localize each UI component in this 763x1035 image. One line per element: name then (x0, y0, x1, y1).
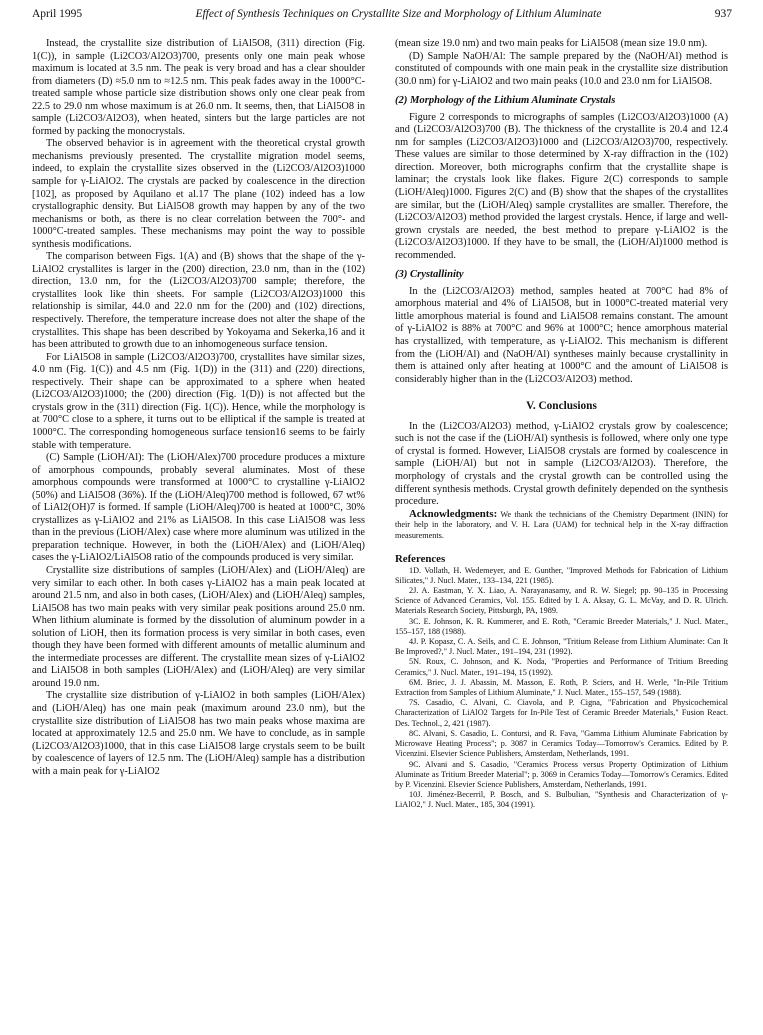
header-title: Effect of Synthesis Techniques on Crystallite Size and Morphology of Lithium Aluminate (195, 8, 602, 20)
paragraph: The observed behavior is in agreement with the theoretical crystal growth mechanisms previously presented. The crystallite migration model seems, indeed, to explain the crystallite sizes observed in the (Li2CO3/Al2O3)1000 sample for γ-LiAlO2. The crystals are packed by coalescence in the direction [102], as proposed by Aquilano et al.17 The plane (102) indeed has a low crystallographic density. But LiAl5O8 growth may happen by any of the two mechanisms or both, as there is no clear correlation between the 700°- and 1000°C-treated samples. These mechanisms may point the way to possible synthesis modifications. (32, 138, 365, 250)
right-column (395, 38, 728, 811)
reference-item: 6M. Briec, J. J. Abassin, M. Masson, E. Roth, P. Sciers, and H. Werle, "In-Pile Tritium Extraction from Samples of Lithium Aluminate," J. Nucl. Mater., 155–157, 549 (1988). (395, 677, 728, 698)
reference-list (395, 566, 728, 811)
references-heading: References (395, 553, 446, 566)
reference-item: 3C. E. Johnson, K. R. Kummerer, and E. Roth, "Ceramic Breeder Materials," J. Nucl. Mater., 155–157, 188 (1988). (395, 616, 728, 636)
conclusions-heading: V. Conclusions (526, 400, 597, 413)
paragraph: (C) Sample (LiOH/Al): The (LiOH/Alex)700 procedure produces a mixture of amorphous compounds, probably several aluminates. Most of these amorphous compounds were transformed at 1000°C to crystalline γ-LiAlO2 (50%) and LiAl5O8 (36%). If the (LiOH/Aleq)700 method is followed, 67 wt% of LiAl2(OH)7 is formed. If sample (LiOH/Aleq)700 is heated at 1000°C, 30% crystallizes as γ-LiAlO2 and 21% as LiAl5O8. In this case LiAl5O8 was less than in the previous (LiOH/Alex) case where more aluminum was utilized in the preparation technique. However, in both the (LiOH/Alex) and (LiOH/Aleq) cases the γ-LiAlO2/LiAl5O8 ratio of the compounds produced is very similar. (32, 452, 365, 564)
reference-item: 10J. Jiménez-Becerril, P. Bosch, and S. Bulbulian, "Synthesis and Characterization of γ-LiAlO2," J. Nucl. Mater., 185, 304 (1991). (395, 790, 728, 810)
acknowledgments (395, 509, 728, 542)
paragraph: The comparison between Figs. 1(A) and (B) shows that the shape of the γ-LiAlO2 crystallites is larger in the (200) direction, 23.0 nm, than in the (102) direction, 13.0 nm, for the (Li2CO3/Al2O3)700 sample; therefore, the crystallites look like thin sheets. For sample (Li2CO3/Al2O3)1000 this relationship is similar, 44.0 and 22.0 nm for the (200) and (102) directions, respectively. Therefore, the temperature increase does not alter the shape of the crystallites. This shape has been described by Yokoyama and Sekerka,16 and it has been attributed to growth due to an inhomogeneous surface tension. (32, 251, 365, 351)
paragraph: Instead, the crystallite size distribution of LiAl5O8, (311) direction (Fig. 1(C)), in sample (Li2CO3/Al2O3)700, presents only one main peak whose maximum is located at 3.5 nm. The peak is very broad and has a clear shoulder from diameters (D) ≈5.0 nm to ≈12.5 nm. This peak fades away in the 1000°C-treated sample whose particle size distribution shows only one clear peak from 22.5 to 29.0 nm whose maximum is at 26.0 nm. It seems, then, that LiAl5O8 in sample (Li2CO3/Al2O3), when heated, sinters but the large particles are not formed by packing the monocrystals. (32, 38, 365, 137)
paragraph: The crystallite size distribution of γ-LiAlO2 in both samples (LiOH/Alex) and (LiOH/Aleq) has one main peak (maximum around 23.0 nm), but the crystallite size distribution of LiAl5O8 has two main peaks whose maxima are located at approximately 12.5 and 25.0 nm. We have to conclude, as in sample (Li2CO3/Al2O3)1000, that in this case LiAl5O8 large crystals seem to be built by coalescence of layers of 12.5 nm. The (LiOH/Aleq) sample has a distribution with a main peak for γ-LiAlO2 (32, 690, 365, 777)
paragraph: For LiAl5O8 in sample (Li2CO3/Al2O3)700, crystallites have similar sizes, 4.0 nm (Fig. 1(C)) and 4.5 nm (Fig. 1(D)) in the (311) and (220) directions, respectively. Their shape can be approximated to a sphere when heated (Li2CO3/Al2O3)1000; the (200) direction (Fig. 1(D)) is not affected but the crystals grow in the (311) direction (Fig. 1(C)). Hence, while the morphology is at 700°C close to a sphere, it turns out to be elliptical if the sample is treated at 1000°C. The corresponding homogeneous surface tension16 seems to be fairly stable with temperature. (32, 351, 365, 451)
acknowledgments-label: Acknowledgments: (409, 507, 498, 520)
paragraph: Figure 2 corresponds to micrographs of samples (Li2CO3/Al2O3)1000 (A) and (Li2CO3/Al2O3)700 (B). The thickness of the crystallite is 20.4 and 12.4 nm for samples (Li2CO3/Al2O3)1000 and (Li2CO3/Al2O3)700, respectively. These values are similar to those determined by X-ray diffraction in the (102) direction. Moreover, both micrographs confirm that the crystallite shape is laminar; the crystals look like flakes. Figure 2(C) corresponds to sample (LiOH/Aleq)1000. Figures 2(C) and (B) show that the shapes of the crystallites are similar, but the (LiOH/Aleq) sample crystallites are smaller. Therefore, the (Li2CO3/Al2O3) method provided the largest crystals. Hence, if large and well-grown crystals are needed, the best method to prepare γ-LiAlO2 is the (Li2CO3/Al2O3)1000. If they have to be small, the (LiOH/Al)1000 method is recommended. (395, 111, 728, 261)
paragraph: Crystallite size distributions of samples (LiOH/Alex) and (LiOH/Aleq) are very similar to each other. In both cases γ-LiAlO2 has a main peak located at around 21.5 nm, and also in both cases, (LiOH/Alex) and (LiOH/Aleq) samples, LiAl5O8 has two main peaks with very similar peak positions around 25.0 nm. When lithium aluminate is formed by the dissolution of aluminum powder in a solution of LiOH, then its formation process is very similar in both cases, even though they have been formed with different amounts of metallic aluminum and the intermediate processes are different. The crystallite mean sizes of γ-LiAlO2 and LiAl5O8 in both samples (LiOH/Alex) and (LiOH/Aleq) are very similar around 19.0 nm. (32, 564, 365, 689)
reference-item: 4J. P. Kopasz, C. A. Seils, and C. E. Johnson, "Tritium Release from Lithium Aluminate: Can It Be Improved?," J. Nucl. Mater., 191–194, 231 (1992). (395, 637, 728, 657)
paragraph: In the (Li2CO3/Al2O3) method, samples heated at 700°C had 8% of amorphous material and 4% of LiAl5O8, but in 1000°C-treated material very little amorphous material is found and LiAl5O8 remains constant. The amount of γ-LiAlO2 is 88% at 700°C and 96% at 1000°C; hence amorphous material has crystallized, with temperature, as γ-LiAlO2. This mechanism is different from the (LiOH/Al) and (NaOH/Al) syntheses mainly because crystallinity in them is attained only after heating at 1000°C and the amount of LiAl5O8 is considerably higher than in the (Li2CO3/Al2O3) method. (395, 285, 728, 385)
left-column (32, 38, 365, 778)
reference-item: 1D. Vollath, H. Wedemeyer, and E. Gunther, "Improved Methods for Fabrication of Lithium Silicates," J. Nucl. Mater., 133–134, 221 (1985). (395, 565, 728, 585)
section-heading: (3) Crystallinity (395, 269, 464, 281)
running-header (32, 8, 732, 26)
reference-item: 7S. Casadio, C. Alvani, C. Ciavola, and P. Cigna, "Fabrication and Physicochemical Characterization of LiAlO2 Targets for In-Pile Test of Ceramic Breeder Materials," Fusion React. Des. Technol., 2, 421 (1987). (395, 698, 728, 728)
header-date: April 1995 (32, 8, 83, 20)
page-number: 937 (714, 8, 732, 20)
reference-item: 9C. Alvani and S. Casadio, "Ceramics Process versus Property Optimization of Lithium Aluminate as Tritium Breeder Material"; p. 3069 in Ceramics Today—Tomorrow's Ceramics. Edited by P. Vicenzini. Elsevier Science Publishers, Amsterdam, Netherlands, 1991. (395, 759, 728, 789)
reference-item: 5N. Roux, C. Johnson, and K. Noda, "Properties and Performance of Tritium Breeding Ceramics," J. Nucl. Mater., 191–194, 15 (1992). (395, 657, 728, 677)
reference-item: 2J. A. Eastman, Y. X. Liao, A. Narayanasamy, and R. W. Siegel; pp. 90–135 in Processing Science of Advanced Ceramics, Vol. 155. Edited by I. A. Aksay, G. L. McVay, and D. R. Ulrich. Materials Research Society, Pittsburgh, PA, 1989. (395, 586, 728, 616)
acknowledgments-text: We thank the technicians of the Chemistry Department (ININ) for their help in the laboratory, and V. H. Lara (UAM) for technical help in the X-ray diffraction measurements. (395, 509, 729, 540)
paragraph: (D) Sample NaOH/Al: The sample prepared by the (NaOH/Al) method is constituted of compounds with one main peak in the crystallite size distribution (30.0 nm) for γ-LiAlO2 and two main peaks (10.0 and 23.0 nm for LiAl5O8. (395, 50, 728, 87)
section-heading: (2) Morphology of the Lithium Aluminate Crystals (395, 95, 616, 107)
reference-item: 8C. Alvani, S. Casadio, L. Contursi, and R. Fava, "Gamma Lithium Aluminate Fabrication by Microwave Heating Process"; p. 3087 in Ceramics Today—Tomorrow's Ceramics. Edited by P. Vicenzini. Elsevier Science Publishers, Amsterdam, Netherlands, 1991. (395, 728, 728, 759)
paragraph: In the (Li2CO3/Al2O3) method, γ-LiAlO2 crystals grow by coalescence; such is not the case if the (LiOH/Al) synthesis is followed, where only one type of crystal is formed. However, LiAl5O8 crystals are formed by coalescence in sample (LiOH/Al) but not in sample (Li2CO3/Al2O3). Therefore, the morphology of crystals and the crystal growth can be controlled using the different synthesis methods. Crystal growth definitely depended on the synthesis procedure. (395, 420, 728, 508)
paragraph: (mean size 19.0 nm) and two main peaks for LiAl5O8 (mean size 19.0 nm). (395, 38, 708, 49)
